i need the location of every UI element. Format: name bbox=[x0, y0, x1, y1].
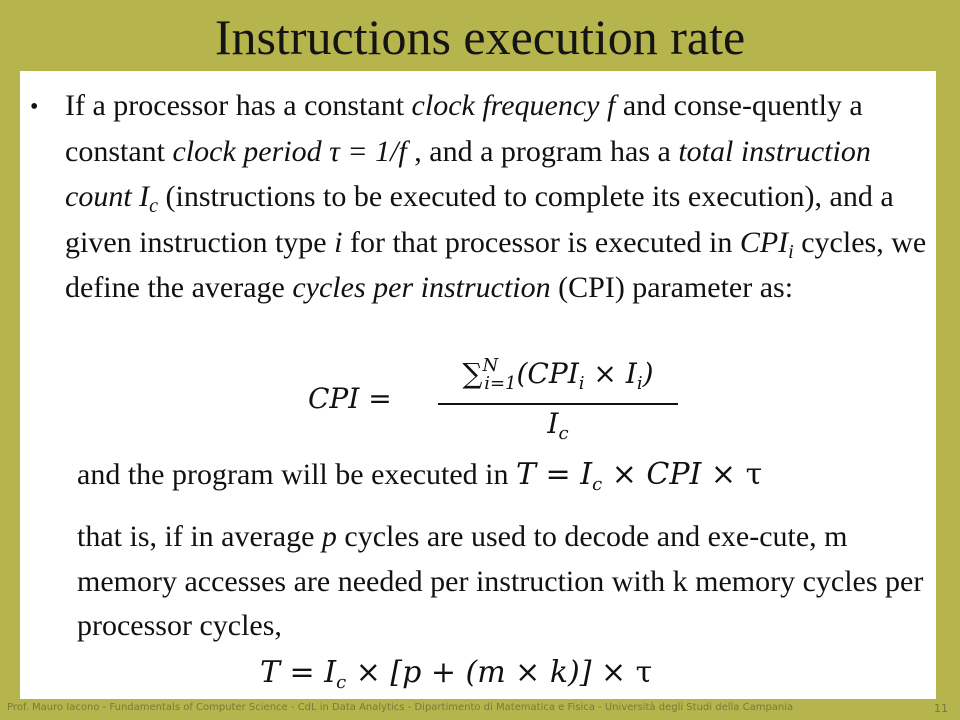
bullet-paragraph: If a processor has a constant clock frequency f and conse-quently a constant clock period τ = 1/f , and a program has a total instruction count $I_c$ (instructions to be executed to complete its execution), and a given instruction type i for that processor is executed in $CPI_i$ cycles, we define the average cycles per instruction (CPI) parameter as: bbox=[65, 89, 927, 304]
slide-title: Instructions execution rate bbox=[214, 9, 746, 65]
content-panel bbox=[20, 71, 936, 699]
bullet-marker: • bbox=[30, 94, 39, 120]
cpi-numerator: $\sum^N_{i=1}(CPI_i \times I_i)$ bbox=[462, 355, 654, 394]
fraction-bar bbox=[438, 403, 678, 405]
execution-time-line: and the program will be executed in $T = I_c$ × CPI × τ bbox=[77, 457, 763, 495]
memory-paragraph: that is, if in average p cycles are used to decode and exe-cute, m memory accesses are needed per instruction with k memory cycles per processor cycles, bbox=[77, 520, 924, 642]
cpi-formula-lhs: CPI = bbox=[308, 382, 392, 415]
cpi-denominator: $I_c$ bbox=[547, 407, 569, 444]
execution-time-formula: $T = I_c \times [p + (m \times k)] \times \tau$ bbox=[260, 655, 653, 693]
page-number: 11 bbox=[934, 702, 948, 715]
slide-footer: Prof. Mauro Iacono - Fundamentals of Computer Science - CdL in Data Analytics - Dipartimento di Matematica e Fisica - Università degli Studi della Campania bbox=[7, 702, 794, 713]
